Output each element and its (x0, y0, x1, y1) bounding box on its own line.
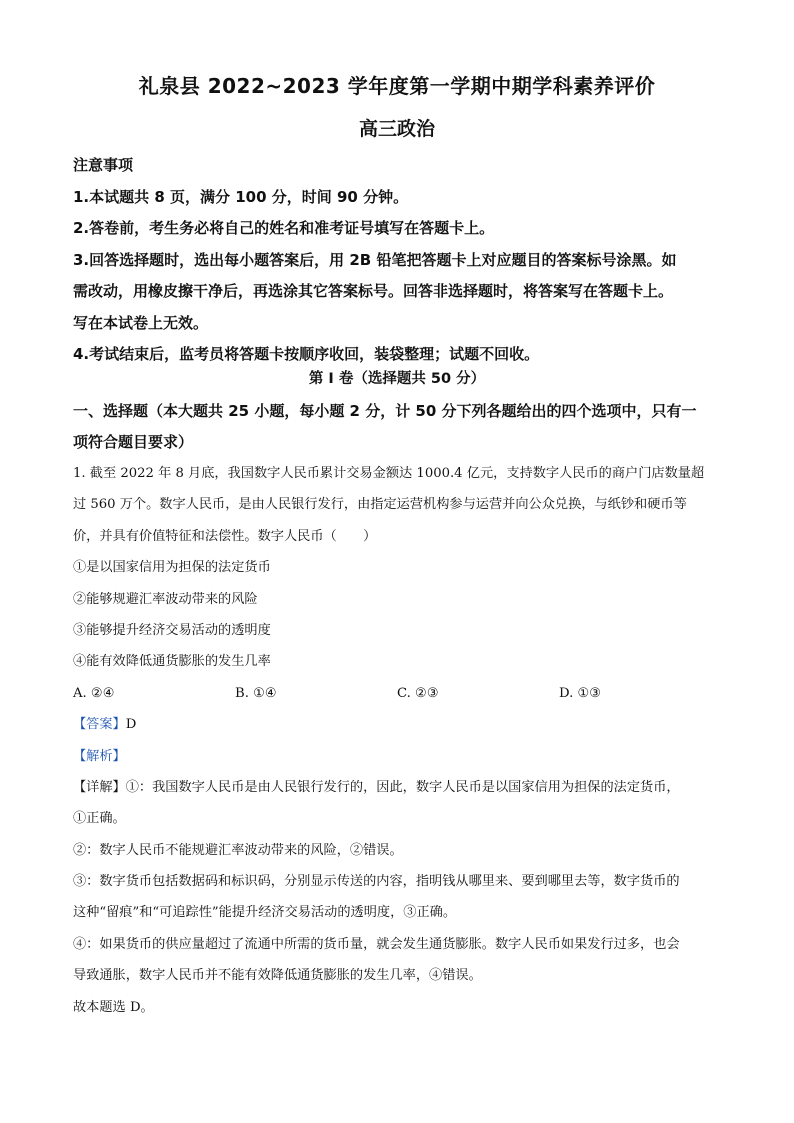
statement-item: ③能够提升经济交易活动的透明度 (73, 622, 271, 638)
detail-line: 故本题选 D。 (73, 999, 154, 1015)
detail-line: 导致通胀，数字人民币并不能有效降低通货膨胀的发生几率，④错误。 (73, 968, 482, 984)
detail-line: ④：如果货币的供应量超过了流通中所需的货币量，就会发生通货膨胀。数字人民币如果发行过多，也会 (73, 936, 680, 952)
analysis-line (73, 741, 733, 772)
statement-item: ④能有效降低通货膨胀的发生几率 (73, 654, 271, 670)
option-d: D. ①③ (559, 685, 602, 701)
instructions-heading: 注意事项 (73, 156, 134, 174)
answer-tag: 【答案】 (73, 717, 126, 733)
part-heading-line: 一、选择题（本大题共 25 小题，每小题 2 分，计 50 分下列各题给出的四个选项中，只有一 (73, 402, 697, 420)
instruction-line: 2.答卷前，考生务必将自己的姓名和准考证号填写在答题卡上。 (73, 219, 495, 237)
question-stem-line: 过 560 万个。数字人民币，是由人民银行发行，由指定运营机构参与运营并向公众兑换，与纸钞和硬币等 (73, 497, 687, 513)
instruction-line: 4.考试结束后，监考员将答题卡按顺序收回，装袋整理；试题不回收。 (73, 345, 540, 363)
option-a: A. ②④ (73, 685, 115, 701)
detail-line: 这种“留痕”和“可追踪性”能提升经济交易活动的透明度，③正确。 (73, 905, 457, 921)
question-1 (73, 458, 733, 1023)
section-title: 第 I 卷（选择题共 50 分） (308, 371, 486, 387)
detail-line: 【详解】①：我国数字人民币是由人民银行发行的，因此，数字人民币是以国家信用为担保的法定货币， (73, 779, 680, 795)
instruction-line: 写在本试卷上无效。 (73, 313, 209, 332)
instruction-line: 3.回答选择题时，选出每小题答案后，用 2B 铅笔把答题卡上对应题目的答案标号涂黑。如 (73, 250, 677, 269)
statement-item: ②能够规避汇率波动带来的风险 (73, 591, 258, 607)
question-stem-line: 1. 截至 2022 年 8 月底，我国数字人民币累计交易金额达 1000.4 亿元，支持数字人民币的商户门店数量超 (73, 466, 705, 481)
instruction-line: 1.本试题共 8 页，满分 100 分，时间 90 分钟。 (73, 187, 409, 206)
answer-line (73, 709, 733, 740)
exam-subject: 高三政治 (358, 118, 435, 140)
part-heading (73, 396, 723, 458)
part-heading-line: 项符合题目要求） (73, 433, 194, 451)
detail-line: ③：数字货币包括数据码和标识码，分别显示传送的内容，指明钱从哪里来、要到哪里去等，数字货币的 (73, 874, 680, 890)
instruction-line: 需改动，用橡皮擦干净后，再选涂其它答案标号。回答非选择题时，将答案写在答题卡上。 (73, 282, 674, 300)
answer-options (73, 678, 733, 709)
statement-item: ①是以国家信用为担保的法定货币 (73, 560, 271, 576)
analysis-tag: 【解析】 (73, 748, 126, 764)
instructions-block (73, 150, 723, 371)
option-c: C. ②③ (397, 685, 439, 701)
detail-line: ②：数字人民币不能规避汇率波动带来的风险，②错误。 (73, 842, 403, 858)
option-b: B. ①④ (235, 685, 277, 701)
detail-line: ①正确。 (73, 811, 126, 827)
answer-value: D (125, 717, 137, 733)
exam-title: 礼泉县 2022~2023 学年度第一学期中期学科素养评价 (138, 74, 656, 98)
question-stem-line: 价，并具有价值特征和法偿性。数字人民币（ ） (73, 528, 377, 544)
